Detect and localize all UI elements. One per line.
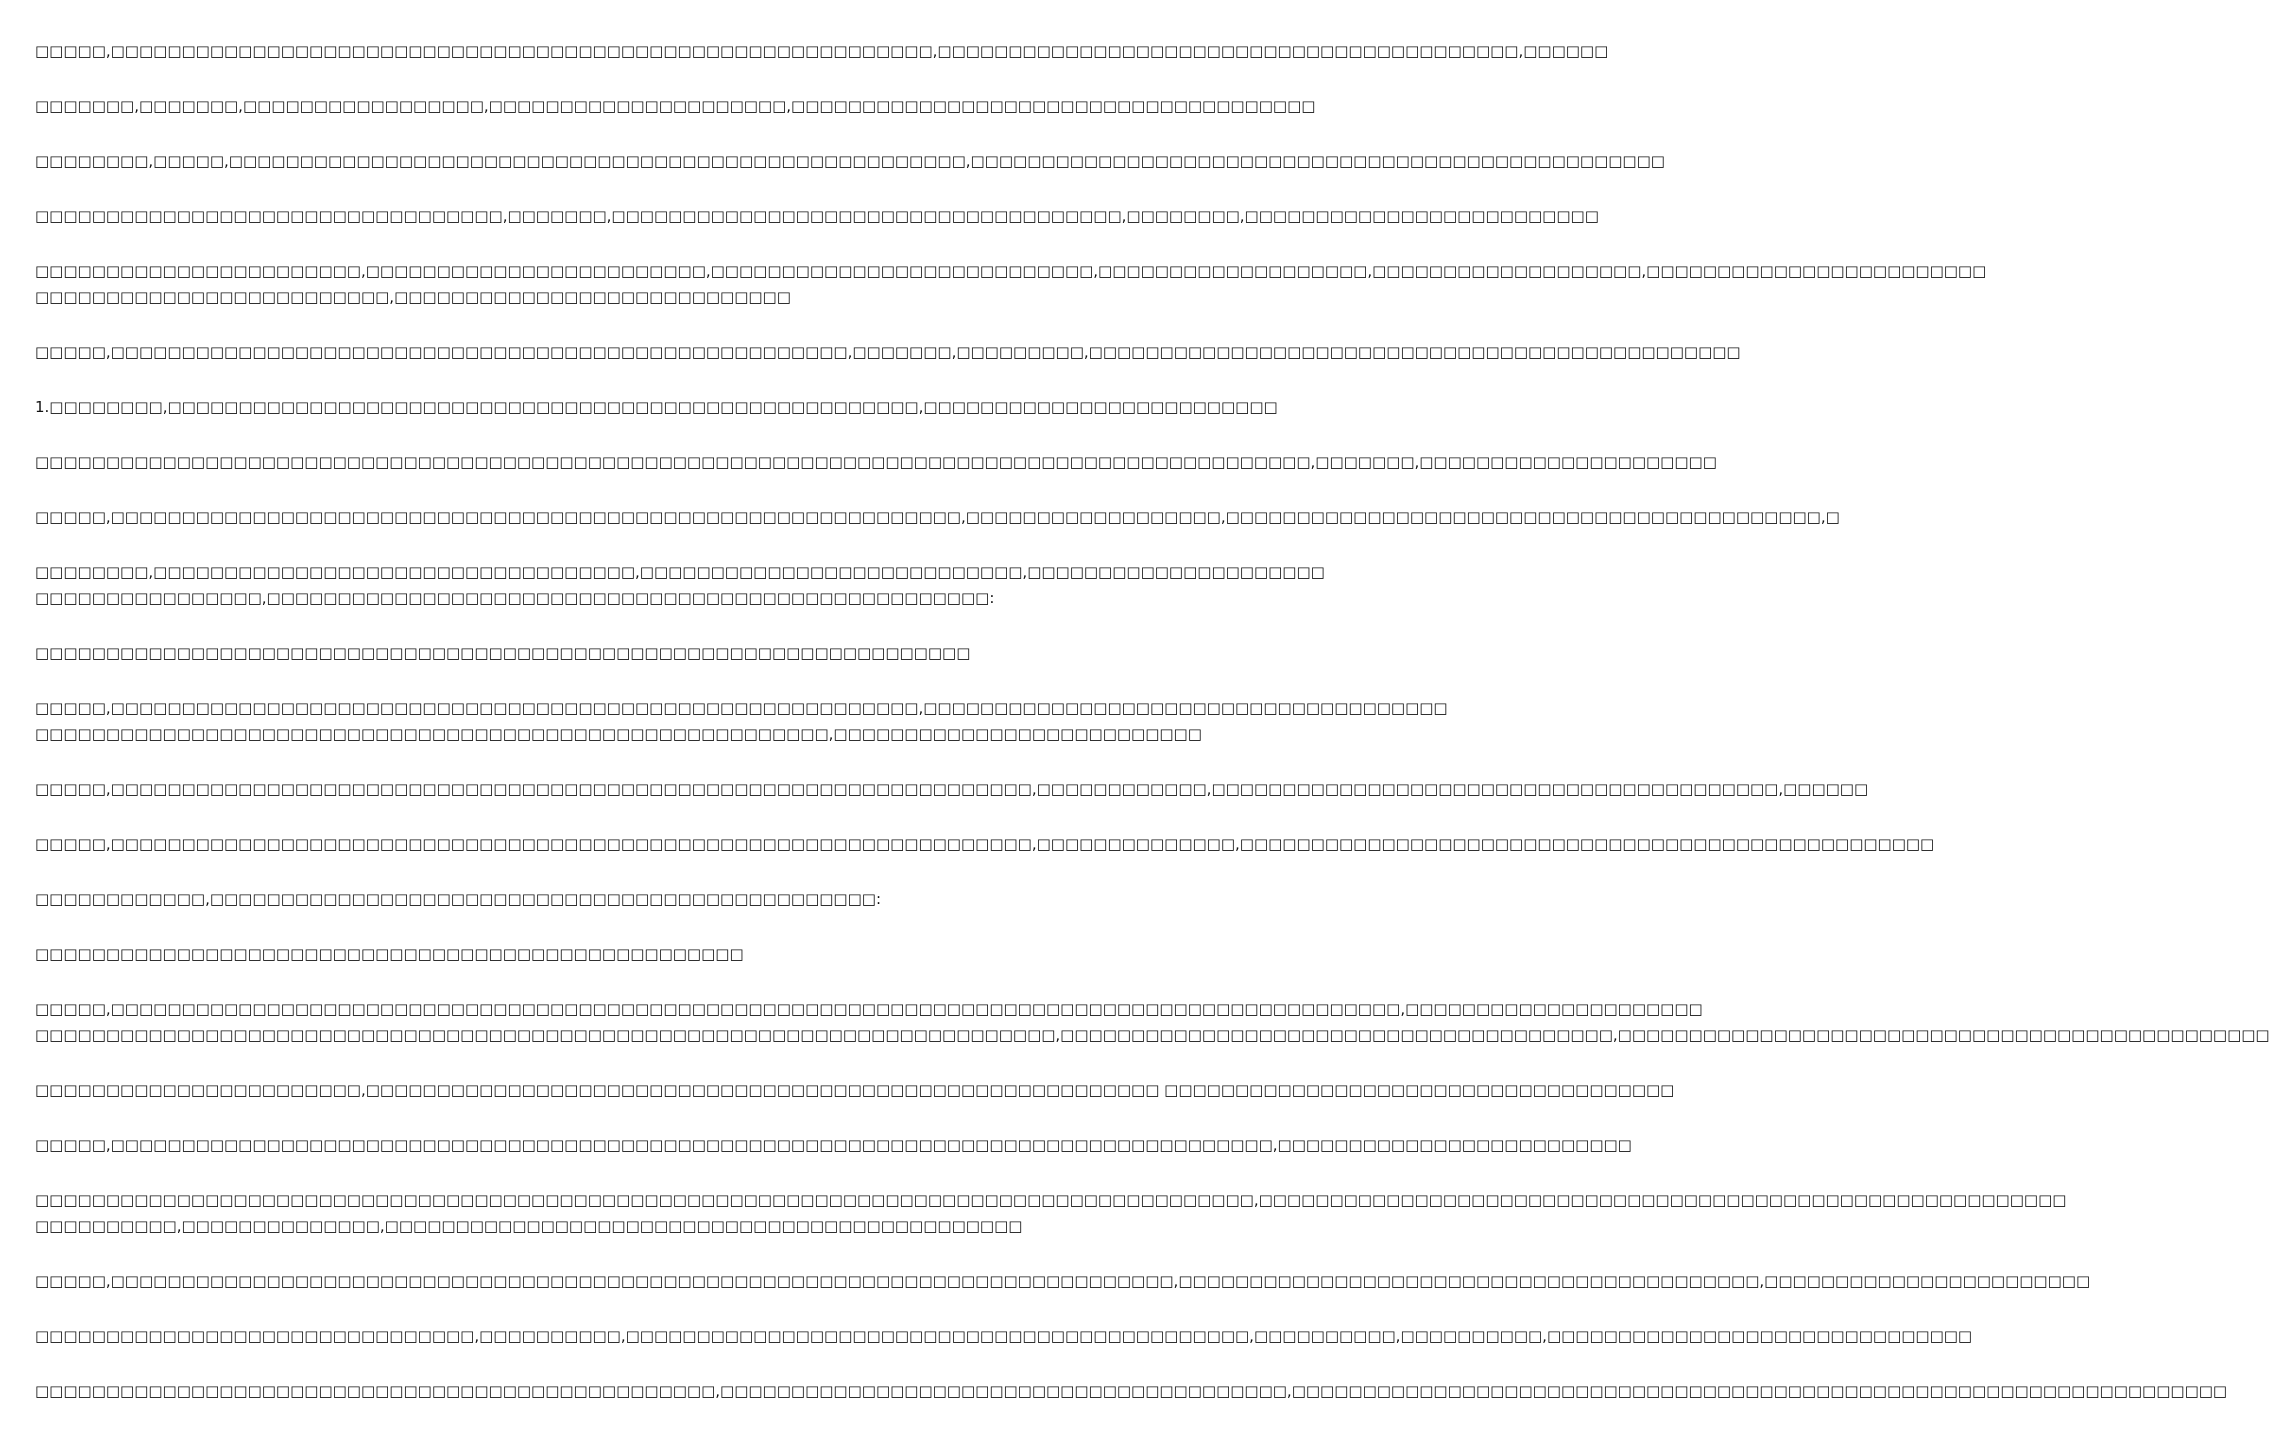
paragraph — [35, 394, 1278, 420]
paragraph — [35, 1132, 1632, 1158]
paragraph — [35, 559, 1325, 611]
paragraph — [35, 339, 1741, 365]
paragraph — [35, 941, 990, 967]
text-line: □□□□□□□□□□□□□□□□□□□□□□□□□□□□□□□□□□□□□□□□□□□□□□□□,□□□□□□□□□□□□□□□□□□□□□□□□□□□□□□□□□□□□□□□□,□□□□□□□□□□□□□□□□□□□□□□□□□□□□□□□□□□□□□□□□□□□□□□□□□□□□□□□□□□□□□□□□□□ — [35, 1382, 2228, 1400]
text-line: □□□□□□□□□□□□□□□□□□□□□□□□□,□□□□□□□□□□□□□□□□□□□□□□□□□□□□ — [35, 288, 791, 306]
text-line: □□□□□□□□□□□□□□□□□□□□□□□□□□□□□□□□□□□□□□□□□□□□□□□□□□□□□□□□□□□□□□□□□□ — [35, 644, 971, 662]
text-line: □□□□□,□□□□□□□□□□□□□□□□□□□□□□□□□□□□□□□□□□□□□□□□□□□□□□□□□□□□,□□□□□□□,□□□□□□□□□,□□□□□□□□□□□□□□□□□□□□□□□□□□□□□□□□□□□□□□□□□□□□□□ — [35, 343, 1741, 361]
paragraph — [35, 1187, 2067, 1239]
paragraph — [35, 38, 1609, 64]
paragraph — [35, 449, 1717, 475]
text-line: □□□□□□□□□□□□□□□□□□□□□□□□□□□□□□□□□□□□□□□□□□□□□□□□□□□□□□□□□□□□□□□□□□□□□□□□□□□□□□□□□□□□□□,□□□□□□□□□□□□□□□□□□□□□□□□□□□□□□□□□□□□□□□□□□□□□□□□□□□□□□□□□ — [35, 1191, 2067, 1209]
text-line: □□□□□,□□□□□□□□□□□□□□□□□□□□□□□□□□□□□□□□□□□□□□□□□□□□□□□□□□□□□□□□□□,□□□□□□□□□□□□□□□□□□□□□□□□□□□□□□□□□□□□□□□□□,□□□□□□ — [35, 42, 1609, 60]
text-line: □□□□□,□□□□□□□□□□□□□□□□□□□□□□□□□□□□□□□□□□□□□□□□□□□□□□□□□□□□□□□□□□□□□□□□□,□□□□□□□□□□□□□□,□□□□□□□□□□□□□□□□□□□□□□□□□□□□□□□□□□□□□□□□□□□□□□□□□ — [35, 835, 1935, 853]
text-line: □□□□□□□□□□□□□□□□□□□□□□□□□□□□□□□□□□□□□□□□□□□□□□□□□□□□□□□□□□□□□□□□□□□□□□□□□□□□□□□□□□□□□□□□□□,□□□□□□□,□□□□□□□□□□□□□□□□□□□□□ — [35, 453, 1717, 471]
text-line: □□□□□,□□□□□□□□□□□□□□□□□□□□□□□□□□□□□□□□□□□□□□□□□□□□□□□□□□□□□□□□□□□□□□□□□□□□□□□□□□□□□□□□□□□□□□□□□□□,□□□□□□□□□□□□□□□□□□□□□ — [35, 1000, 1703, 1018]
text-line: □□□□□□□□□□,□□□□□□□□□□□□□□,□□□□□□□□□□□□□□□□□□□□□□□□□□□□□□□□□□□□□□□□□□□□□ — [35, 1217, 1023, 1235]
text-line: □□□□□□□□□□□□□□□□□□□□□□□□□□□□□□□□□□□□□□□□□□□□□□□□□□□□□□□□,□□□□□□□□□□□□□□□□□□□□□□□□□□ — [35, 725, 1202, 743]
paragraph — [35, 258, 1987, 310]
text-line: □□□□□□□□□□□□□□□□□□□□□□□□□□□□□□□,□□□□□□□□□□,□□□□□□□□□□□□□□□□□□□□□□□□□□□□□□□□□□□□□□□□□□□□,□□□□□□□□□□,□□□□□□□□□□,□□□□□□□□□□□□□□□□□□□□□□□□□□□□□□ — [35, 1327, 1973, 1345]
paragraph — [35, 148, 1665, 174]
text-line: □□□□□,□□□□□□□□□□□□□□□□□□□□□□□□□□□□□□□□□□□□□□□□□□□□□□□□□□□□□□□□□□□□,□□□□□□□□□□□□□□□□□□,□□□□□□□□□□□□□□□□□□□□□□□□□□□□□□□□□□□□□□□□□□,□ — [35, 508, 1840, 526]
text-line: □□□□□□□□□□□□□□□□□□□□□□□,□□□□□□□□□□□□□□□□□□□□□□□□,□□□□□□□□□□□□□□□□□□□□□□□□□□□,□□□□□□□□□□□□□□□□□□□,□□□□□□□□□□□□□□□□□□□,□□□□□□□□□□□□□□□□□□□□□□□□ — [35, 262, 1987, 280]
text-line: □□□□□,□□□□□□□□□□□□□□□□□□□□□□□□□□□□□□□□□□□□□□□□□□□□□□□□□□□□□□□□□□□□□□□□□,□□□□□□□□□□□□,□□□□□□□□□□□□□□□□□□□□□□□□□□□□□□□□□□□□□□□□,□□□□□□ — [35, 780, 1869, 798]
paragraph — [35, 886, 990, 912]
paragraph — [35, 1378, 2228, 1404]
text-line: □□□□□□□,□□□□□□□,□□□□□□□□□□□□□□□□□,□□□□□□□□□□□□□□□□□□□□□,□□□□□□□□□□□□□□□□□□□□□□□□□□□□□□□□□□□□□ — [35, 97, 1316, 115]
paragraph — [35, 504, 1840, 530]
paragraph — [35, 695, 1448, 747]
text-line: □□□□□□□□□□□□□□□□□□□□□□□□□□□□□□□□□□□□□□□□□□□□□□□□□□ — [35, 945, 744, 963]
paragraph — [35, 996, 2270, 1048]
text-line: □□□□□□□□,□□□□□,□□□□□□□□□□□□□□□□□□□□□□□□□□□□□□□□□□□□□□□□□□□□□□□□□□□□,□□□□□□□□□□□□□□□□□□□□□□□□□□□□□□□□□□□□□□□□□□□□□□□□□ — [35, 152, 1665, 170]
text-line: □□□□□,□□□□□□□□□□□□□□□□□□□□□□□□□□□□□□□□□□□□□□□□□□□□□□□□□□□□□□□□□□□□□□□□□□□□□□□□□□□□□□□□□□,□□□□□□□□□□□□□□□□□□□□□□□□□ — [35, 1136, 1632, 1154]
text-line: □□□□□□□□□□□□□□□□,□□□□□□□□□□□□□□□□□□□□□□□□□□□□□□□□□□□□□□□□□□□□□□□□□□□: — [35, 589, 995, 607]
text-line: □□□□□,□□□□□□□□□□□□□□□□□□□□□□□□□□□□□□□□□□□□□□□□□□□□□□□□□□□□□□□□□,□□□□□□□□□□□□□□□□□□□□□□□□□□□□□□□□□□□□□ — [35, 699, 1448, 717]
text-line: □□□□□,□□□□□□□□□□□□□□□□□□□□□□□□□□□□□□□□□□□□□□□□□□□□□□□□□□□□□□□□□□□□□□□□□□□□□□□□□□□,□□□□□□□□□□□□□□□□□□□□□□□□□□□□□□□□□□□□□□□□□,□□□□□□□□□□□□□□□□□□□□□□□ — [35, 1272, 2091, 1290]
paragraph — [35, 93, 1316, 119]
text-line: □□□□□□□□□□□□□□□□□□□□□□□□□□□□□□□□□,□□□□□□□,□□□□□□□□□□□□□□□□□□□□□□□□□□□□□□□□□□□□,□□□□□□□□,□□□□□□□□□□□□□□□□□□□□□□□□□ — [35, 207, 1599, 225]
paragraph — [35, 1077, 1675, 1103]
text-line: 1.□□□□□□□□,□□□□□□□□□□□□□□□□□□□□□□□□□□□□□□□□□□□□□□□□□□□□□□□□□□□□□,□□□□□□□□□□□□□□□□□□□□□□□□□ — [35, 398, 1278, 416]
text-line: □□□□□□□□□□□□□□□□□□□□□□□□□□□□□□□□□□□□□□□□□□□□□□□□□□□□□□□□□□□□□□□□□□□□□□□□,□□□□□□□□□□□□□□□□□□□□□□□□□□□□□□□□□□□□□□□,□□□□□□□□□□□□□□□□□□□□□□□□□□□□□□□□□□□□□□□□□□□□□□ — [35, 1026, 2270, 1044]
document-body — [35, 38, 2270, 1404]
paragraph — [35, 1268, 2091, 1294]
text-line: □□□□□□□□,□□□□□□□□□□□□□□□□□□□□□□□□□□□□□□□□□□,□□□□□□□□□□□□□□□□□□□□□□□□□□□,□□□□□□□□□□□□□□□□□□□□□ — [35, 563, 1325, 581]
paragraph — [35, 831, 1935, 857]
paragraph — [35, 776, 1869, 802]
paragraph — [35, 203, 1599, 229]
text-line: □□□□□□□□□□□□,□□□□□□□□□□□□□□□□□□□□□□□□□□□□□□□□□□□□□□□□□□□□□□□: — [35, 890, 881, 908]
paragraph — [35, 1323, 1973, 1349]
paragraph — [35, 640, 990, 666]
text-line: □□□□□□□□□□□□□□□□□□□□□□□,□□□□□□□□□□□□□□□□□□□□□□□□□□□□□□□□□□□□□□□□□□□□□□□□□□□□□□□□ □□□□□□□□□□□□□□□□□□□□□□□□□□□□□□□□□□□□ — [35, 1081, 1675, 1099]
